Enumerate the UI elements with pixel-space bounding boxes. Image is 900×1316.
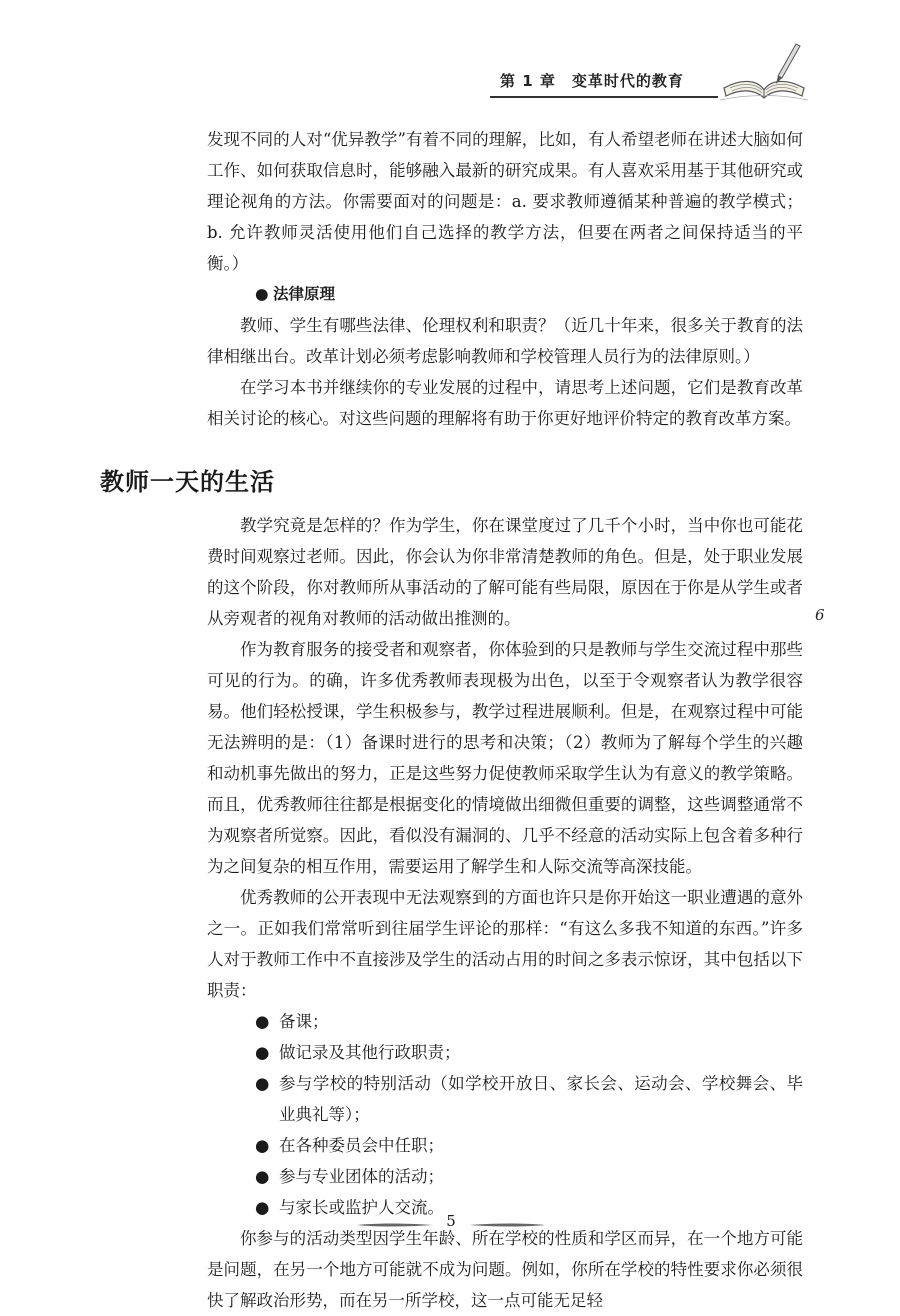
list-item: ● 做记录及其他行政职责； xyxy=(207,1037,803,1068)
bullet-icon: ● xyxy=(255,1012,270,1031)
paragraph-reflection: 在学习本书并继续你的专业发展的过程中，请思考上述问题，它们是教育改革相关讨论的核心。对这些问题的理解将有助于你更好地评价特定的教育改革方案。 xyxy=(207,378,803,428)
bullet-icon: ● xyxy=(255,1074,270,1093)
bullet-heading xyxy=(207,279,803,310)
text-block-main xyxy=(207,510,803,1316)
list-item: ● 备课； xyxy=(207,1006,803,1037)
duties-list xyxy=(207,1006,803,1223)
paragraph-1: 教学究竟是怎样的？作为学生，你在课堂度过了几千个小时，当中你也可能花费时间观察过老师。因此，你会认为你非常清楚教师的角色。但是，处于职业发展的这个阶段，你对教师所从事活动的了解可能有些局限，原因在于你是从学生或者从旁观者的视角对教师的活动做出推测的。 xyxy=(207,516,803,628)
bullet-icon: ● xyxy=(255,1136,270,1155)
bullet-icon: ● xyxy=(255,1198,270,1217)
list-item: ● 与家长或监护人交流。 xyxy=(207,1192,803,1223)
open-book-icon xyxy=(718,38,810,110)
bullet-icon: ● xyxy=(255,1167,270,1186)
paragraph-2: 作为教育服务的接受者和观察者，你体验到的只是教师与学生交流过程中那些可见的行为。的确，许多优秀教师表现极为出色，以至于令观察者认为教学很容易。他们轻松授课，学生积极参与，教学过程进展顺利。但是，在观察过程中可能无法辨明的是：（1）备课时进行的思考和决策；（2）教师为了解每个学生的兴趣和动机事先做出的努力，正是这些努力促使教师采取学生认为有意义的教学策略。而且，优秀教师往往都是根据变化的情境做出细微但重要的调整，这些调整通常不为观察者所觉察。因此，看似没有漏洞的、几乎不经意的活动实际上包含着多种行为之间复杂的相互作用，需要运用了解学生和人际交流等高深技能。 xyxy=(207,640,803,876)
paragraph-continued: 发现不同的人对“优异教学”有着不同的理解，比如，有人希望老师在讲述大脑如何工作、如何获取信息时，能够融入最新的研究成果。有人喜欢采用基于其他研究或理论视角的方法。你需要面对的问题是：a. 要求教师遵循某种普遍的教学模式；b. 允许教师灵活使用他们自己选择的教学方法，但要在两者之间保持适当的平衡。） xyxy=(207,130,803,273)
header-rule xyxy=(490,96,718,98)
text-block-top xyxy=(207,124,803,434)
bullet-heading-label: 法律原理 xyxy=(273,285,336,303)
bullet-icon: ● xyxy=(255,1043,270,1062)
page-number: 5 xyxy=(446,1212,456,1230)
list-item: ● 参与学校的特别活动（如学校开放日、家长会、运动会、学校舞会、毕业典礼等）； xyxy=(207,1068,803,1130)
paragraph-3: 优秀教师的公开表现中无法观察到的方面也许只是你开始这一职业遭遇的意外之一。正如我们常常听到往届学生评论的那样：“有这么多我不知道的东西。”许多人对于教师工作中不直接涉及学生的活动占用的时间之多表示惊讶，其中包括以下职责： xyxy=(207,888,803,1000)
footer-ornament-left xyxy=(355,1218,435,1232)
list-item: ● 参与专业团体的活动； xyxy=(207,1161,803,1192)
running-header: 第 1 章 变革时代的教育 xyxy=(500,72,684,90)
paragraph-4: 你参与的活动类型因学生年龄、所在学校的性质和学区而异，在一个地方可能是问题，在另一个地方可能就不成为问题。例如，你所在学校的特性要求你必须很快了解政治形势，而在另一所学校，这一点可能无足轻 xyxy=(207,1229,803,1310)
paragraph-legal: 教师、学生有哪些法律、伦理权利和职责？（近几十年来，很多关于教育的法律相继出台。改革计划必须考虑影响教师和学校管理人员行为的法律原则。） xyxy=(207,316,803,366)
list-item: ● 在各种委员会中任职； xyxy=(207,1130,803,1161)
footer-ornament-right xyxy=(467,1218,547,1232)
bullet-icon: ● xyxy=(255,285,269,303)
section-title: 教师一天的生活 xyxy=(100,468,275,496)
margin-page-number: 6 xyxy=(815,606,825,624)
